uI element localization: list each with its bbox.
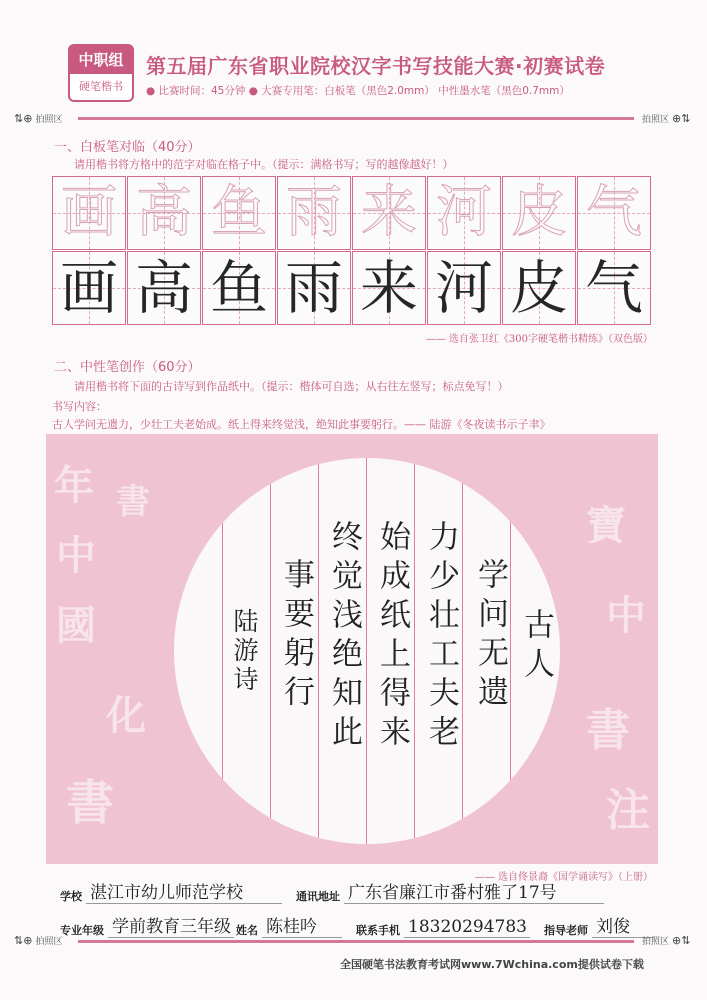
written-char: 河 [434,254,493,322]
model-cell [52,176,126,250]
photo-zone-bottom-right [642,934,690,947]
practice-cell [577,251,651,325]
category-badge [68,44,134,102]
practice-cell [502,251,576,325]
swap-icon: ⊕⇅ [672,112,691,125]
school-field[interactable]: 湛江市幼儿师范学校 [86,878,282,904]
teacher-field[interactable]: 刘俊 [592,912,654,938]
poem-column: 学问无遗 [472,558,508,714]
section2-desc: 请用楷书将下面的古诗写到作品纸中。（提示：楷体可自选；从右往左竖写；标点免写！） [74,380,509,393]
signature-column: 陆游诗 [230,608,259,695]
form-row-1 [60,878,604,904]
poem-column: 始成纸上得来 [374,520,410,754]
model-cell [127,176,201,250]
practice-cell [127,251,201,325]
form-row-2 [60,912,654,938]
work-paper [46,434,658,864]
school-label: 学校 [60,890,82,903]
phone-label: 联系手机 [356,924,400,937]
poem-column: 古人 [518,608,554,686]
practice-grid-row [52,251,652,325]
exam-title: 第五届广东省职业院校汉字书写技能大赛·初赛试卷 [146,54,606,78]
exam-info: ● 比赛时间：45分钟 ● 大赛专用笔：白板笔（黑色2.0mm） 中性墨水笔（黑色0.7mm） [146,85,570,97]
bg-decoration: 中 [606,592,646,639]
model-char: 高 [136,180,192,245]
practice-cell [427,251,501,325]
grade-field[interactable]: 学前教育三年级 [108,912,234,938]
footer-credit: 全国硬笔书法教育考试网www.7Wchina.com提供试卷下载 [340,958,644,971]
photo-zone-top-left [14,112,62,125]
written-char: 画 [59,254,118,322]
bg-decoration: 注 [606,785,650,836]
writing-circle [174,458,560,844]
poem-text: 古人学问无遗力，少壮工夫老始成。纸上得来终觉浅，绝知此事要躬行。—— 陆游《冬夜读书示子聿》 [52,418,551,431]
practice-cell [202,251,276,325]
written-char: 气 [584,254,643,322]
content-label: 书写内容： [52,400,107,413]
written-char: 来 [359,254,418,322]
photo-zone-top-right [642,112,690,125]
swap-icon: ⊕⇅ [672,934,691,947]
bg-decoration: 中 [56,532,96,579]
grade-label: 专业年级 [60,924,104,937]
poem-column: 力少壮工夫老 [423,520,459,754]
photo-zone-label: 拍照区 [642,937,670,947]
model-cell [502,176,576,250]
photo-zone-label: 拍照区 [35,937,63,947]
divider-top [78,117,634,120]
poem-column: 事要躬行 [278,558,314,714]
photo-zone-label: 拍照区 [642,115,670,125]
model-grid-row [52,176,652,250]
practice-cell [352,251,426,325]
model-char: 河 [436,180,492,245]
photo-zone-bottom-left [14,934,62,947]
swap-icon: ⇅⊕ [14,934,33,947]
model-char: 皮 [511,180,567,245]
practice-cell [277,251,351,325]
teacher-label: 指导老师 [544,924,588,937]
bg-decoration: 寶 [586,502,626,549]
column-rule [222,458,223,844]
written-char: 雨 [284,254,343,322]
section2-title: 二、中性笔创作（60分） [54,360,201,375]
model-char: 鱼 [211,180,267,245]
practice-cell [52,251,126,325]
model-cell [277,176,351,250]
poem-column: 终觉浅绝知此 [326,520,362,754]
written-char: 鱼 [209,254,268,322]
name-label: 姓名 [236,924,258,937]
model-char: 来 [361,180,417,245]
model-cell [427,176,501,250]
swap-icon: ⇅⊕ [14,112,33,125]
section2-source: —— 选自佟景裔《国学诵读写》（上册） [474,872,653,883]
phone-field[interactable]: 18320294783 [404,917,530,938]
bg-decoration: 年 [54,462,94,509]
model-char: 画 [61,180,117,245]
badge-category: 中职组 [70,46,132,74]
section1-title: 一、白板笔对临（40分） [54,140,201,155]
column-rule [270,458,271,844]
name-field[interactable]: 陈桂吟 [262,912,342,938]
written-char: 皮 [509,254,568,322]
bg-decoration: 書 [116,482,150,522]
model-cell [202,176,276,250]
bg-decoration: 化 [106,692,146,739]
address-field[interactable]: 广东省廉江市番村雅了17号 [344,878,604,904]
photo-zone-label: 拍照区 [35,115,63,125]
section1-source: —— 选自张卫红《300字硬笔楷书精练》（双色版） [425,334,653,345]
section1-desc: 请用楷书将方格中的范字对临在格子中。（提示：满格书写；写的越像越好！） [74,158,454,171]
bg-decoration: 書 [586,705,630,756]
address-label: 通讯地址 [296,890,340,903]
model-cell [577,176,651,250]
bg-decoration: 書 [66,775,115,831]
model-char: 雨 [286,180,342,245]
written-char: 高 [134,254,193,322]
model-char: 气 [586,180,642,245]
divider-bottom [78,940,634,943]
bg-decoration: 國 [56,602,96,649]
badge-style: 硬笔楷书 [79,80,123,93]
model-cell [352,176,426,250]
